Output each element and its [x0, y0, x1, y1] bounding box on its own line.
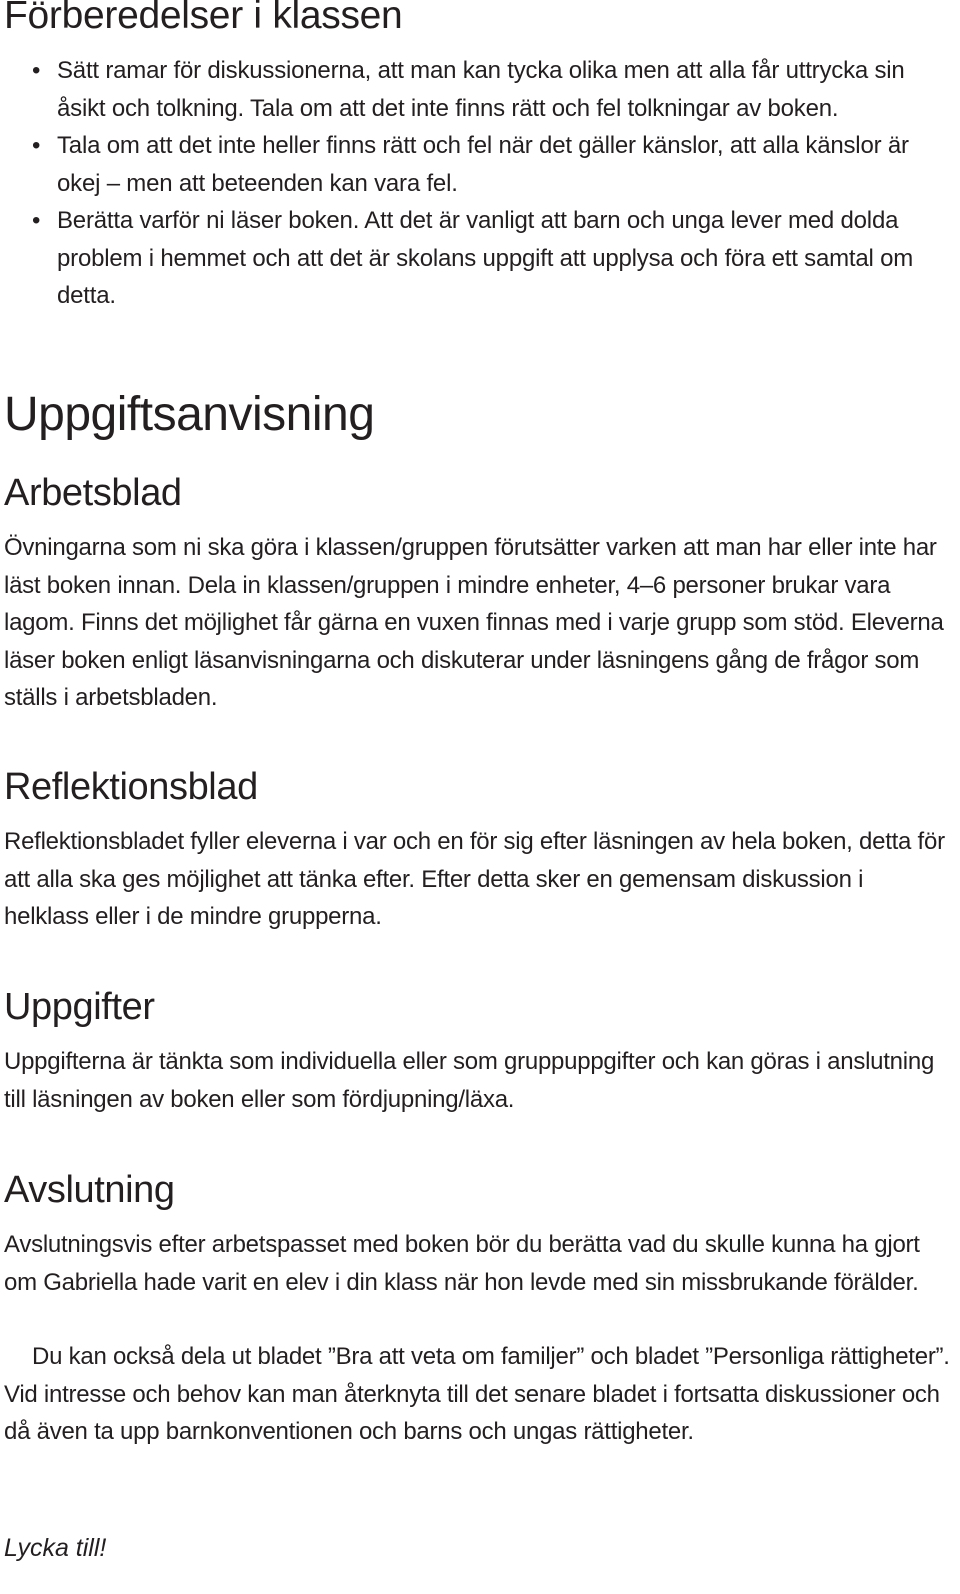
subheading-closing: Avslutning [4, 1169, 175, 1211]
subheading-worksheets: Arbetsblad [4, 472, 182, 514]
bullet-icon: • [32, 57, 41, 84]
list-item [4, 127, 944, 202]
bullet-text: Berätta varför ni läser boken. Att det är vanligt att barn och unga lever med dolda problem i hemmet och att det är skolans uppgift att upplysa och föra ett samtal om detta. [57, 207, 914, 309]
worksheets-paragraph: Övningarna som ni ska göra i klassen/gruppen förutsätter varken att man har eller inte har läst boken innan. Dela in klassen/gruppen i mindre enheter, 4–6 personer brukar vara lagom. Finns det möjlighet får gärna en vuxen finnas med i varje grupp som stöd. Eleverna läser boken enligt läsanvisningarna och diskuterar under läsningens gång de frågor som ställs i arbetsbladen. [4, 534, 944, 711]
subheading-reflection: Reflektionsblad [4, 766, 258, 808]
tasks-paragraph: Uppgifterna är tänkta som individuella eller som gruppuppgifter och kan göras i anslutning till läsningen av boken eller som fördjupning/läxa. [4, 1048, 935, 1113]
page-title: Uppgiftsanvisning [4, 388, 375, 441]
signoff-text: Lycka till! [4, 1534, 107, 1562]
reflection-paragraph: Reflektionsbladet fyller eleverna i var och en för sig efter läsningen av hela boken, detta för att alla ska ges möjlighet att tänka efter. Efter detta sker en gemensam diskussion i helklass eller i de mindre grupperna. [4, 828, 945, 930]
subheading-tasks: Uppgifter [4, 986, 155, 1028]
bullet-text: Tala om att det inte heller finns rätt och fel när det gäller känslor, att alla känslor är okej – men att beteenden kan vara fel. [57, 132, 909, 197]
preparation-bullet-list [4, 52, 944, 315]
closing-paragraph: Avslutningsvis efter arbetspasset med boken bör du berätta vad du skulle kunna ha gjort om Gabriella hade varit en elev i din klass när hon levde med sin missbrukande förälder. [4, 1231, 920, 1296]
closing-paragraph-second [4, 1338, 954, 1451]
bullet-text: Sätt ramar för diskussionerna, att man kan tycka olika men att alla får uttrycka sin åsikt och tolkning. Tala om att det inte finns rätt och fel tolkningar av boken. [57, 57, 905, 122]
section-heading-preparations: Förberedelser i klassen [4, 0, 403, 37]
bullet-icon: • [32, 207, 41, 234]
closing-paragraph-second-text: Du kan också dela ut bladet ”Bra att veta om familjer” och bladet ”Personliga rättigheter”. Vid intresse och behov kan man återknyta till det senare bladet i fortsatta diskussioner och då även ta upp barnkonventionen och barns och ungas rättigheter. [4, 1343, 950, 1445]
list-item [4, 52, 944, 127]
bullet-icon: • [32, 132, 41, 159]
list-item [4, 202, 944, 315]
